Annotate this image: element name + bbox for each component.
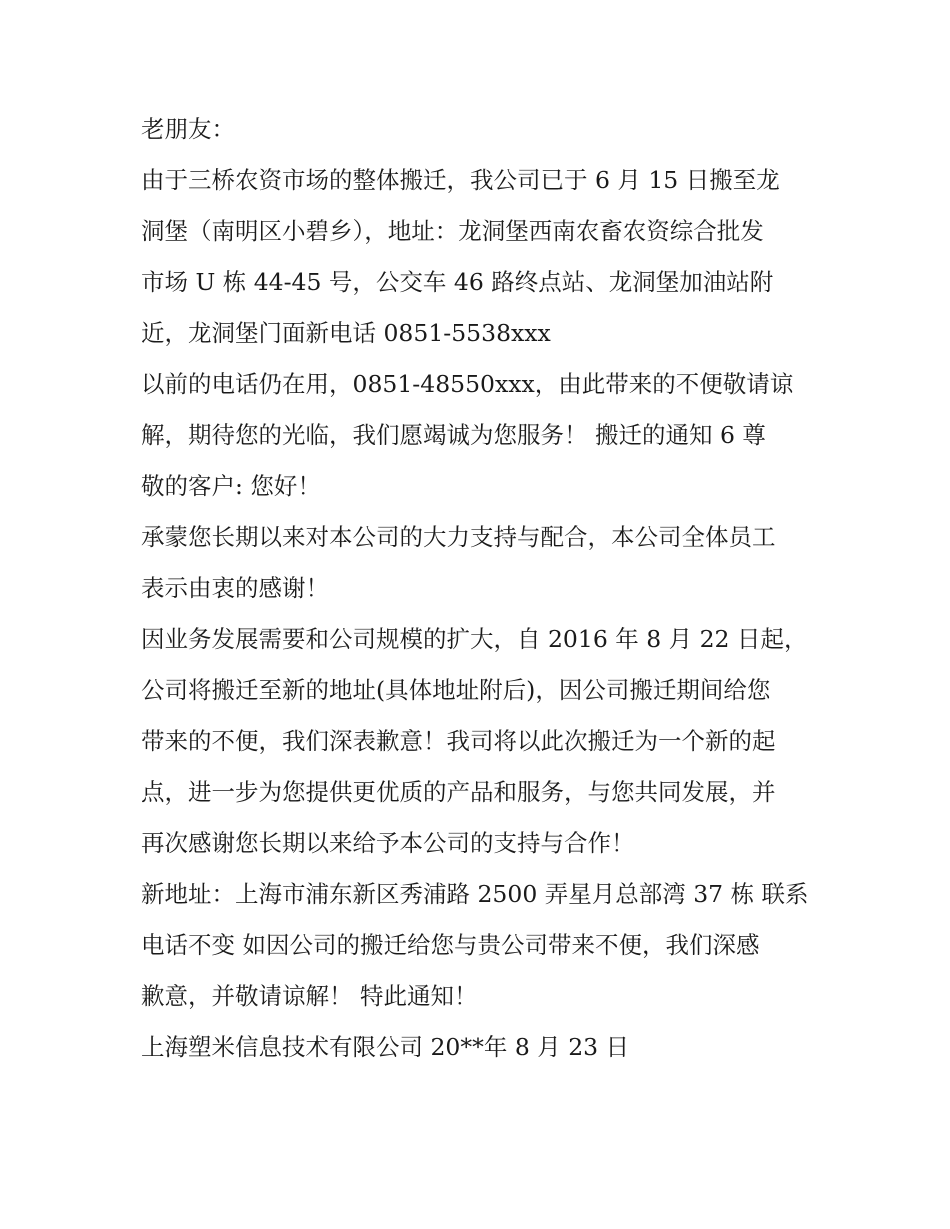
greeting-line: 老朋友： (141, 115, 235, 143)
text-line: 表示由衷的感谢！ (141, 574, 329, 602)
text-line: 公司将搬迁至新的地址(具体地址附后)，因公司搬迁期间给您 (141, 676, 771, 704)
address-line: 新地址：上海市浦东新区秀浦路 2500 弄星月总部湾 37 栋 联系 (141, 880, 809, 908)
text-line: 歉意，并敬请谅解！ 特此通知！ (141, 982, 478, 1010)
text-line: 市场 U 栋 44-45 号，公交车 46 路终点站、龙洞堡加油站附 (141, 268, 774, 296)
text-line: 电话不变 如因公司的搬迁给您与贵公司带来不便，我们深感 (141, 931, 760, 959)
text-line: 点，进一步为您提供更优质的产品和服务，与您共同发展，并 (141, 778, 776, 806)
text-line: 敬的客户: 您好！ (141, 472, 321, 500)
text-line: 带来的不便，我们深表歉意！我司将以此次搬迁为一个新的起 (141, 727, 776, 755)
text-line: 因业务发展需要和公司规模的扩大，自 2016 年 8 月 22 日起， (141, 625, 808, 653)
text-line: 解，期待您的光临，我们愿竭诚为您服务！ 搬迁的通知 6 尊 (141, 421, 766, 449)
document-body (141, 104, 821, 1073)
signature-line: 上海塑米信息技术有限公司 20**年 8 月 23 日 (141, 1033, 630, 1061)
text-line: 由于三桥农资市场的整体搬迁，我公司已于 6 月 15 日搬至龙 (141, 166, 780, 194)
text-line: 再次感谢您长期以来给予本公司的支持与合作！ (141, 829, 635, 857)
text-line: 近，龙洞堡门面新电话 0851-5538xxx (141, 319, 551, 347)
text-line: 以前的电话仍在用，0851-48550xxx，由此带来的不便敬请谅 (141, 370, 794, 398)
text-line: 洞堡（南明区小碧乡），地址：龙洞堡西南农畜农资综合批发 (141, 217, 764, 245)
text-line: 承蒙您长期以来对本公司的大力支持与配合，本公司全体员工 (141, 523, 776, 551)
